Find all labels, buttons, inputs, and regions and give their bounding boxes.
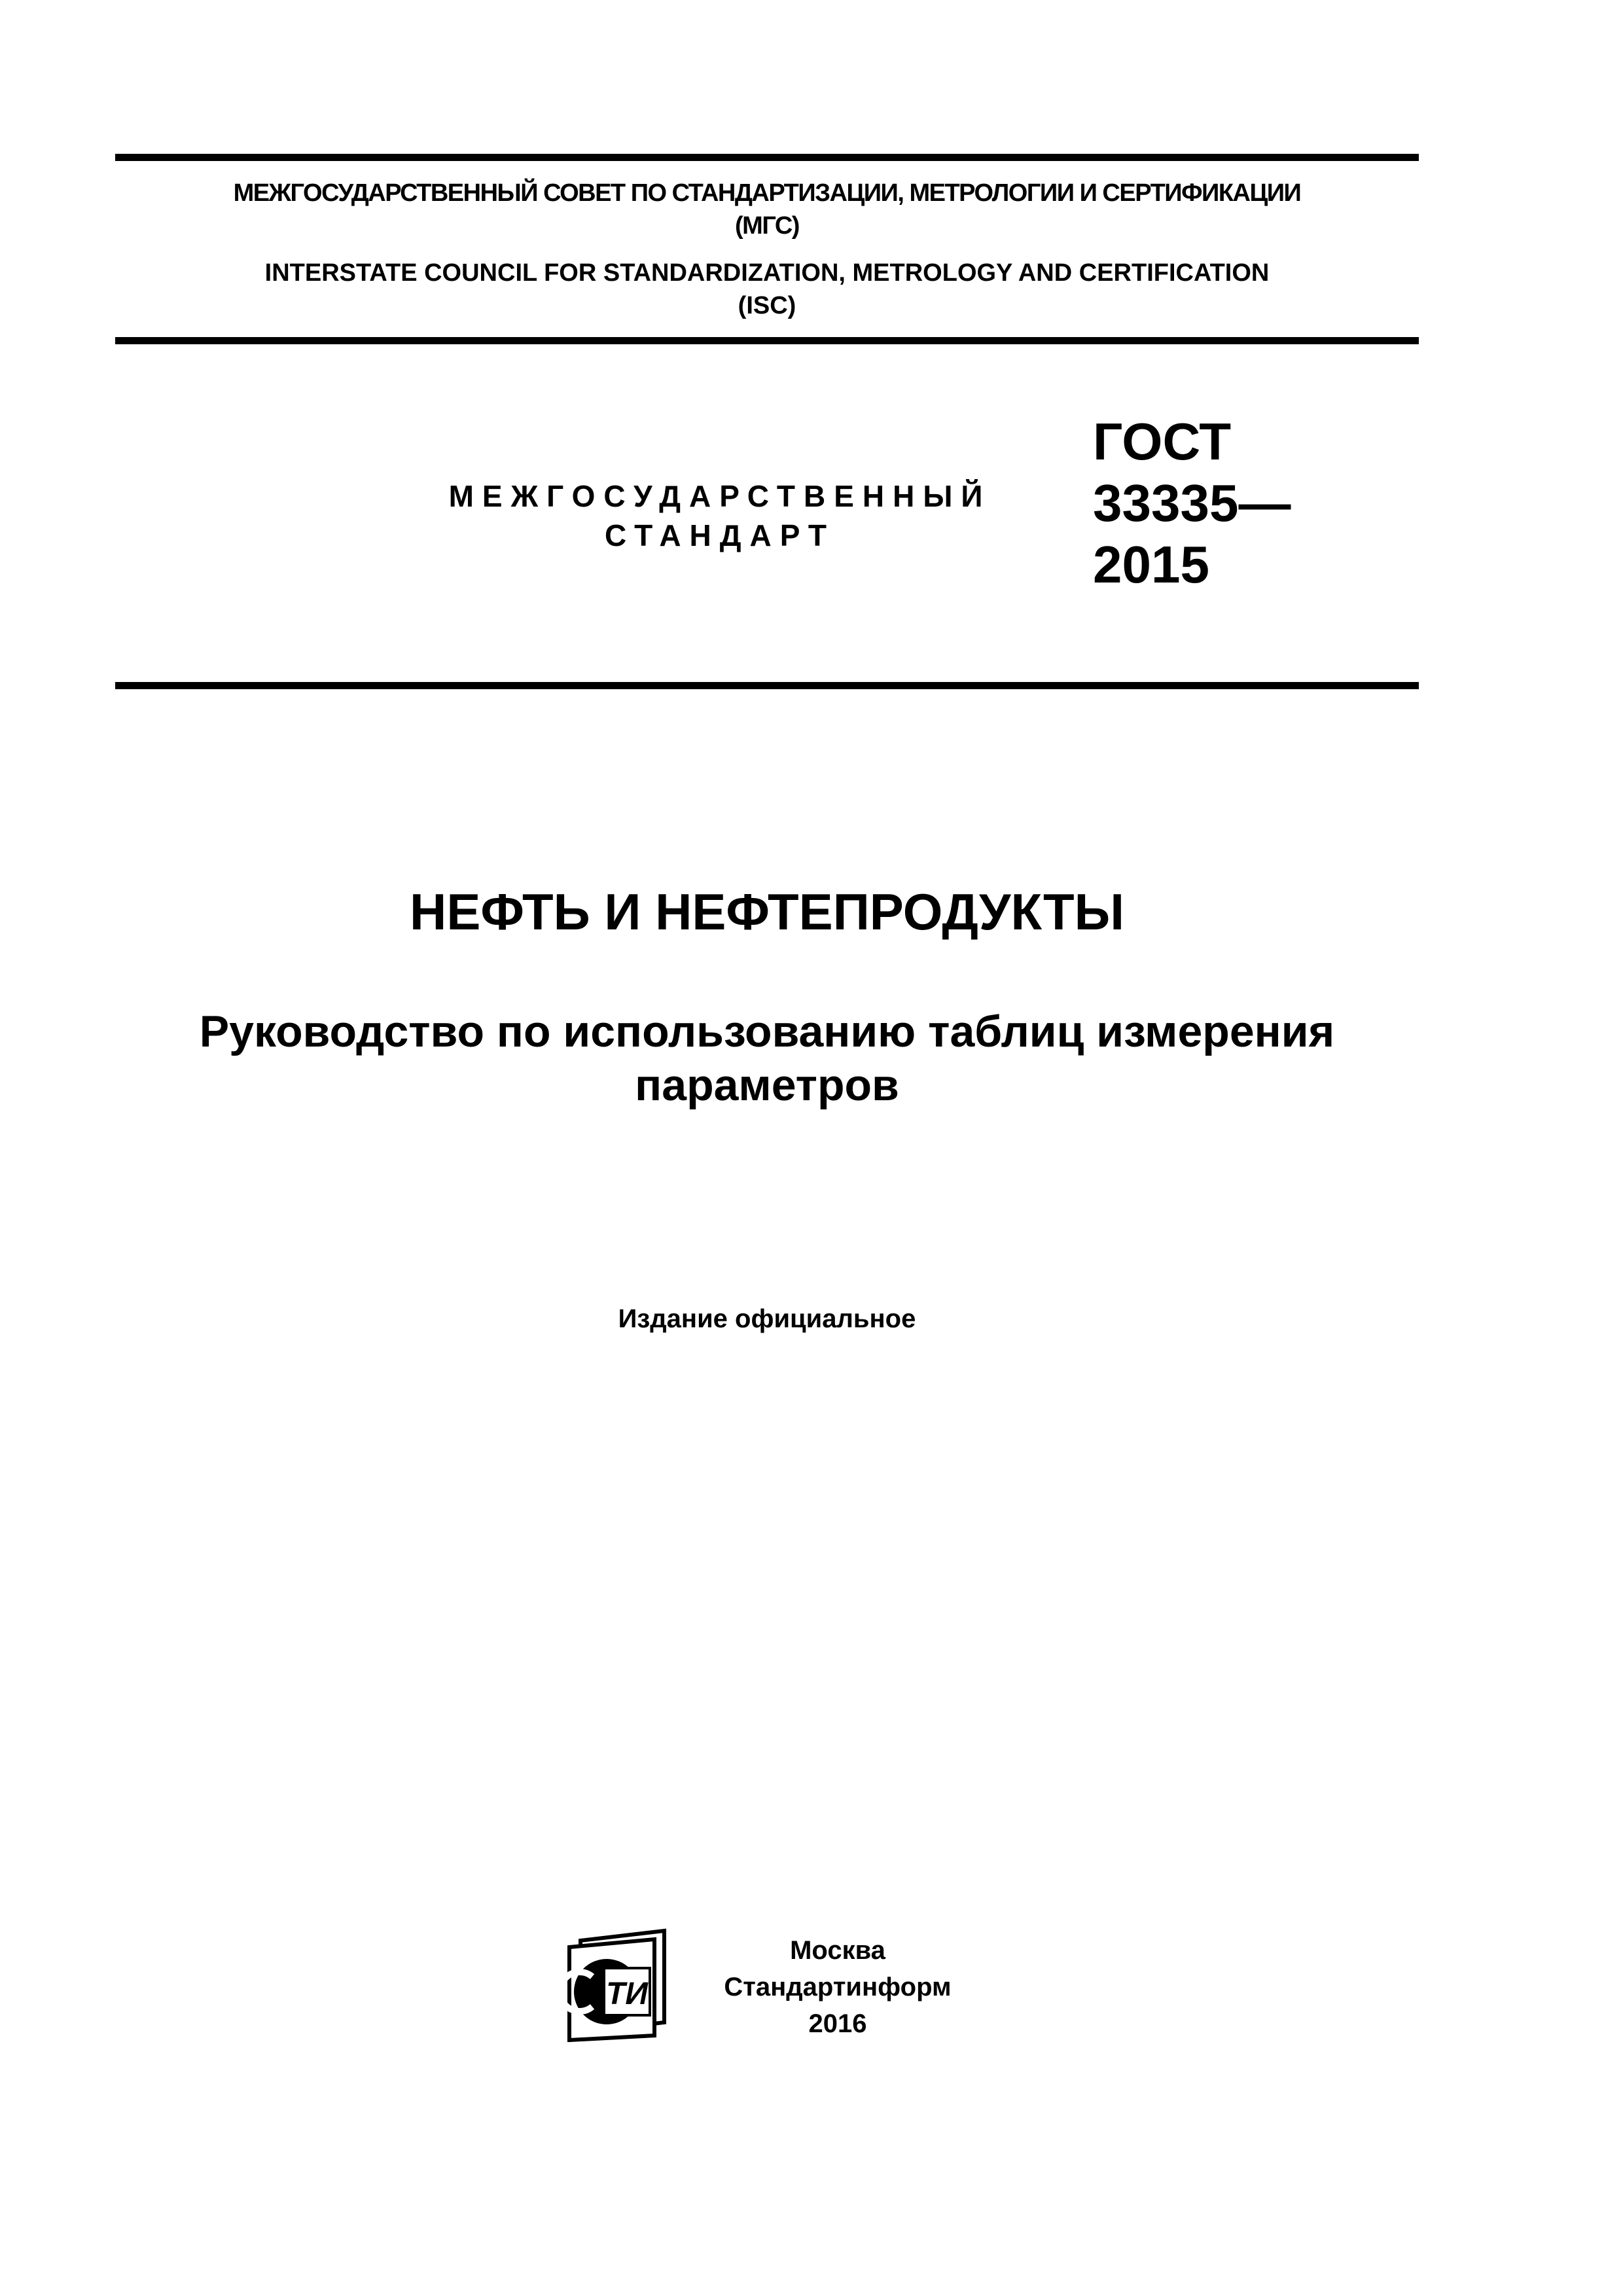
publisher-name: Стандартинформ (724, 1973, 952, 2001)
standartinform-logo-icon (566, 1928, 677, 2042)
gost-prefix: ГОСТ (1093, 412, 1232, 471)
council-name-ru-line1: МЕЖГОСУДАРСТВЕННЫЙ СОВЕТ ПО СТАНДАРТИЗАЦИИ, МЕТРОЛОГИИ И СЕРТИФИКАЦИИ (233, 179, 1301, 207)
document-subtitle (115, 1005, 1419, 1112)
council-name-ru (115, 177, 1419, 242)
publisher-city: Москва (790, 1936, 885, 1965)
gost-designation (1093, 411, 1291, 596)
publication-year: 2016 (808, 2009, 867, 2038)
designation-bottom-rule (115, 682, 1419, 689)
gost-year: 2015 (1093, 535, 1209, 594)
council-abbr-en: (ISC) (738, 292, 796, 319)
gost-number: 33335— (1093, 474, 1291, 532)
header-bottom-rule (115, 337, 1419, 344)
publisher-block (707, 1932, 969, 2042)
edition-note: Издание официальное (618, 1304, 916, 1333)
standard-type-line2: СТАНДАРТ (605, 518, 835, 552)
document-subtitle-line1: Руководство по использованию таблиц измерения (199, 1007, 1335, 1056)
council-abbr-ru: (МГС) (735, 212, 799, 240)
council-name-en (115, 257, 1419, 322)
top-rule (115, 154, 1419, 161)
document-subtitle-line2: параметров (635, 1060, 899, 1110)
document-title: НЕФТЬ И НЕФТЕПРОДУКТЫ (410, 883, 1124, 941)
svg-text:ТИ: ТИ (606, 1977, 648, 2011)
standard-type-line1: МЕЖГОСУДАРСТВЕННЫЙ (448, 479, 991, 513)
council-name-en-line1: INTERSTATE COUNCIL FOR STANDARDIZATION, METROLOGY AND CERTIFICATION (264, 259, 1270, 287)
standard-type-label (425, 476, 1014, 555)
